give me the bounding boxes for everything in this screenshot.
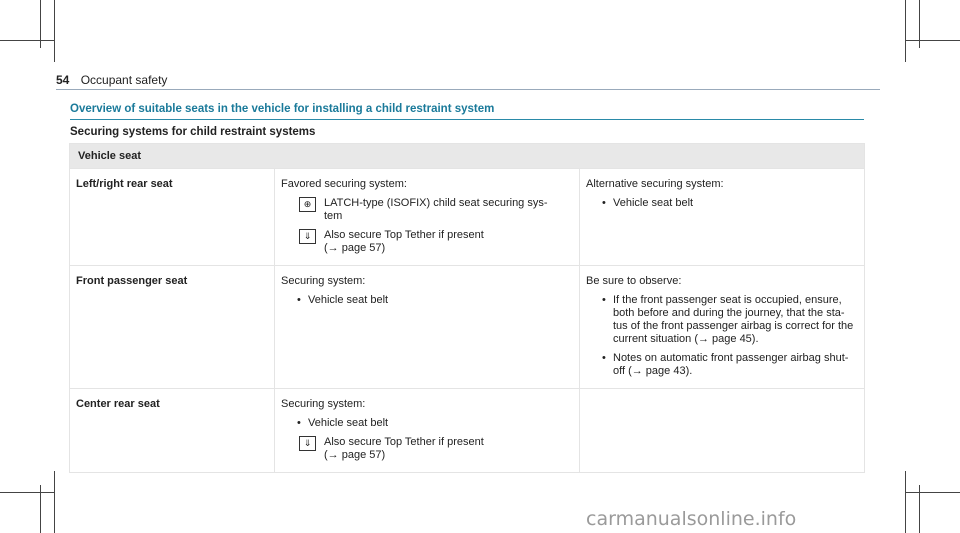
symbol-item (281, 229, 571, 255)
text-line: (→ page 57) (324, 242, 386, 254)
table-row (70, 389, 865, 473)
crop-mark (905, 0, 906, 62)
table-header: Vehicle seat (70, 144, 865, 169)
symbol-text (324, 197, 548, 223)
seat-name: Left/right rear seat (70, 169, 275, 266)
bullet-dot: • (297, 417, 301, 429)
bullet-item (281, 294, 571, 307)
bullet-text (308, 294, 388, 307)
bullet-text (613, 197, 693, 210)
bullet-dot: • (602, 197, 606, 209)
text-line: Vehicle seat belt (613, 197, 694, 209)
table-row (70, 266, 865, 389)
subsection-title: Securing systems for child restraint systems (70, 126, 316, 138)
text-line: LATCH-type (ISOFIX) child seat securing sys- (324, 197, 548, 209)
cell-intro: Favored securing system: (281, 178, 407, 190)
bullet-item (586, 294, 856, 346)
crop-mark (54, 0, 55, 62)
bullet-dot: • (297, 294, 301, 306)
table-row (70, 169, 865, 266)
title-divider (70, 119, 864, 120)
text-line: tus of the front passenger airbag is correct for the (613, 320, 854, 332)
page-header (56, 73, 167, 87)
text-line: Also secure Top Tether if present (324, 436, 484, 448)
symbol-item (281, 436, 571, 462)
securing-system-cell (275, 266, 580, 389)
page-number: 54 (56, 73, 70, 87)
text-line: If the front passenger seat is occupied, ensure, (613, 294, 842, 306)
bullet-item (586, 197, 856, 210)
bullet-item (586, 352, 856, 378)
cell-intro: Alternative securing system: (586, 178, 724, 190)
text-line: Also secure Top Tether if present (324, 229, 484, 241)
text-line: off (→ page 43). (613, 365, 693, 377)
notes-cell (580, 169, 865, 266)
symbol-item (281, 197, 571, 223)
bullet-dot: • (602, 294, 606, 306)
text-line: current situation (→ page 45). (613, 333, 759, 345)
cell-intro: Securing system: (281, 398, 366, 410)
crop-mark (905, 40, 960, 41)
header-divider (56, 89, 880, 90)
bullet-text (308, 417, 388, 430)
top-tether-icon: ⇓ (299, 229, 316, 244)
isofix-icon: ⊕ (299, 197, 316, 212)
seats-table (69, 143, 865, 473)
text-line: Vehicle seat belt (308, 417, 389, 429)
securing-system-cell (275, 389, 580, 473)
text-line: Notes on automatic front passenger airbag shut- (613, 352, 849, 364)
notes-cell (580, 389, 865, 473)
section-name: Occupant safety (80, 73, 168, 87)
symbol-text (324, 229, 484, 255)
bullet-dot: • (602, 352, 606, 364)
section-title: Overview of suitable seats in the vehicle for installing a child restraint system (70, 103, 495, 115)
crop-mark (0, 492, 54, 493)
seat-name: Center rear seat (70, 389, 275, 473)
text-line: (→ page 57) (324, 449, 386, 461)
crop-mark (905, 492, 960, 493)
symbol-text (324, 436, 484, 462)
crop-mark (54, 471, 55, 533)
text-line: both before and during the journey, that the sta- (613, 307, 845, 319)
notes-cell (580, 266, 865, 389)
crop-mark (905, 471, 906, 533)
cell-intro: Securing system: (281, 275, 366, 287)
bullet-item (281, 417, 571, 430)
top-tether-icon: ⇓ (299, 436, 316, 451)
bullet-text (613, 352, 848, 378)
text-line: Vehicle seat belt (308, 294, 389, 306)
seat-name: Front passenger seat (70, 266, 275, 389)
crop-mark (0, 40, 54, 41)
bullet-text (613, 294, 853, 346)
watermark: carmanualsonline.info (586, 508, 797, 530)
securing-system-cell (275, 169, 580, 266)
cell-intro: Be sure to observe: (586, 275, 682, 287)
text-line: tem (324, 210, 343, 222)
